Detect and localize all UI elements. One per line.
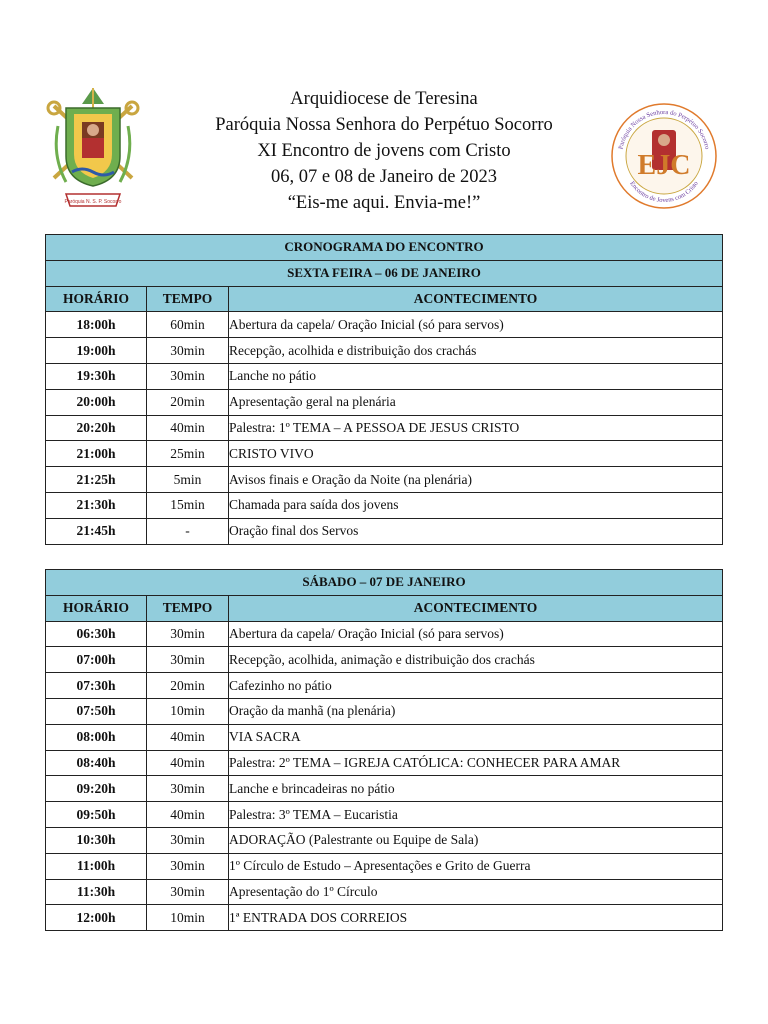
duration-cell: 30min (147, 363, 229, 389)
header-text-block (160, 86, 608, 216)
event-cell: Recepção, acolhida e distribuição dos crachás (229, 338, 723, 364)
event-cell: 1º Círculo de Estudo – Apresentações e Grito de Guerra (229, 853, 723, 879)
table-row (46, 441, 723, 467)
time-cell: 07:30h (46, 673, 147, 699)
event-cell: VIA SACRA (229, 724, 723, 750)
event-cell: Oração final dos Servos (229, 518, 723, 544)
duration-cell: 30min (147, 776, 229, 802)
event-cell: Lanche no pátio (229, 363, 723, 389)
table-row (46, 853, 723, 879)
schedule-table-friday (45, 234, 723, 545)
schedule-table-saturday (45, 569, 723, 931)
table-row (46, 415, 723, 441)
duration-cell: - (147, 518, 229, 544)
time-cell: 09:50h (46, 802, 147, 828)
svg-text:Encontro de Jovens com Cristo: Encontro de Jovens com Cristo (628, 180, 700, 205)
table-row (46, 389, 723, 415)
time-cell: 07:50h (46, 698, 147, 724)
ejc-logo (608, 100, 720, 210)
table-row (46, 750, 723, 776)
table-row (46, 879, 723, 905)
column-header-horario: HORÁRIO (46, 286, 147, 312)
table-row (46, 621, 723, 647)
duration-cell: 40min (147, 415, 229, 441)
time-cell: 09:20h (46, 776, 147, 802)
event-name: XI Encontro de jovens com Cristo (257, 141, 511, 161)
time-cell: 11:30h (46, 879, 147, 905)
column-header-tempo: TEMPO (147, 286, 229, 312)
event-motto: “Eis-me aqui. Envia-me!” (287, 193, 481, 213)
column-header-acontecimento: ACONTECIMENTO (229, 286, 723, 312)
event-cell: Chamada para saída dos jovens (229, 492, 723, 518)
duration-cell: 15min (147, 492, 229, 518)
column-header-horario: HORÁRIO (46, 595, 147, 621)
time-cell: 21:30h (46, 492, 147, 518)
archdiocese-name: Arquidiocese de Teresina (290, 89, 478, 109)
document-header (0, 0, 768, 230)
time-cell: 21:00h (46, 441, 147, 467)
table-row (46, 905, 723, 931)
table-row (46, 338, 723, 364)
table-row (46, 363, 723, 389)
event-cell: Apresentação do 1º Círculo (229, 879, 723, 905)
time-cell: 11:00h (46, 853, 147, 879)
table-row (46, 724, 723, 750)
event-cell: CRISTO VIVO (229, 441, 723, 467)
duration-cell: 10min (147, 905, 229, 931)
table-row (46, 827, 723, 853)
event-cell: Palestra: 2º TEMA – IGREJA CATÓLICA: CONHECER PARA AMAR (229, 750, 723, 776)
duration-cell: 30min (147, 853, 229, 879)
duration-cell: 40min (147, 750, 229, 776)
time-cell: 08:40h (46, 750, 147, 776)
time-cell: 18:00h (46, 312, 147, 338)
time-cell: 20:00h (46, 389, 147, 415)
time-cell: 19:30h (46, 363, 147, 389)
parish-name: Paróquia Nossa Senhora do Perpétuo Socorro (215, 115, 553, 135)
table-row (46, 802, 723, 828)
day-header-friday: SEXTA FEIRA – 06 DE JANEIRO (46, 260, 723, 286)
duration-cell: 20min (147, 389, 229, 415)
event-cell: Abertura da capela/ Oração Inicial (só para servos) (229, 621, 723, 647)
table-row (46, 467, 723, 493)
table-row (46, 698, 723, 724)
column-header-acontecimento: ACONTECIMENTO (229, 595, 723, 621)
duration-cell: 30min (147, 647, 229, 673)
event-cell: Abertura da capela/ Oração Inicial (só para servos) (229, 312, 723, 338)
column-header-tempo: TEMPO (147, 595, 229, 621)
svg-text:Paróquia N. S. P. Socorro: Paróquia N. S. P. Socorro (64, 199, 122, 205)
duration-cell: 25min (147, 441, 229, 467)
duration-cell: 20min (147, 673, 229, 699)
duration-cell: 40min (147, 724, 229, 750)
time-cell: 08:00h (46, 724, 147, 750)
table-row (46, 492, 723, 518)
event-cell: Apresentação geral na plenária (229, 389, 723, 415)
duration-cell: 60min (147, 312, 229, 338)
duration-cell: 5min (147, 467, 229, 493)
time-cell: 12:00h (46, 905, 147, 931)
event-cell: Palestra: 3º TEMA – Eucaristia (229, 802, 723, 828)
duration-cell: 30min (147, 827, 229, 853)
day-header-saturday: SÁBADO – 07 DE JANEIRO (46, 570, 723, 596)
time-cell: 07:00h (46, 647, 147, 673)
event-cell: 1ª ENTRADA DOS CORREIOS (229, 905, 723, 931)
duration-cell: 30min (147, 621, 229, 647)
duration-cell: 40min (147, 802, 229, 828)
time-cell: 21:45h (46, 518, 147, 544)
event-cell: Lanche e brincadeiras no pátio (229, 776, 723, 802)
table-row (46, 776, 723, 802)
table-row (46, 518, 723, 544)
event-cell: Oração da manhã (na plenária) (229, 698, 723, 724)
duration-cell: 30min (147, 338, 229, 364)
time-cell: 19:00h (46, 338, 147, 364)
table-row (46, 673, 723, 699)
time-cell: 06:30h (46, 621, 147, 647)
time-cell: 20:20h (46, 415, 147, 441)
time-cell: 10:30h (46, 827, 147, 853)
event-cell: Avisos finais e Oração da Noite (na plenária) (229, 467, 723, 493)
archdiocese-coat-of-arms-logo (44, 86, 142, 214)
duration-cell: 10min (147, 698, 229, 724)
duration-cell: 30min (147, 879, 229, 905)
event-cell: Palestra: 1º TEMA – A PESSOA DE JESUS CRISTO (229, 415, 723, 441)
event-dates: 06, 07 e 08 de Janeiro de 2023 (270, 167, 498, 187)
table-row (46, 647, 723, 673)
event-cell: ADORAÇÃO (Palestrante ou Equipe de Sala) (229, 827, 723, 853)
ejc-letters: EJC (637, 150, 691, 181)
svg-text:Paróquia Nossa Senhora do Perp: Paróquia Nossa Senhora do Perpétuo Socorro (617, 108, 711, 150)
schedule-title: CRONOGRAMA DO ENCONTRO (46, 235, 723, 261)
table-row (46, 312, 723, 338)
time-cell: 21:25h (46, 467, 147, 493)
event-cell: Cafezinho no pátio (229, 673, 723, 699)
event-cell: Recepção, acolhida, animação e distribuição dos crachás (229, 647, 723, 673)
